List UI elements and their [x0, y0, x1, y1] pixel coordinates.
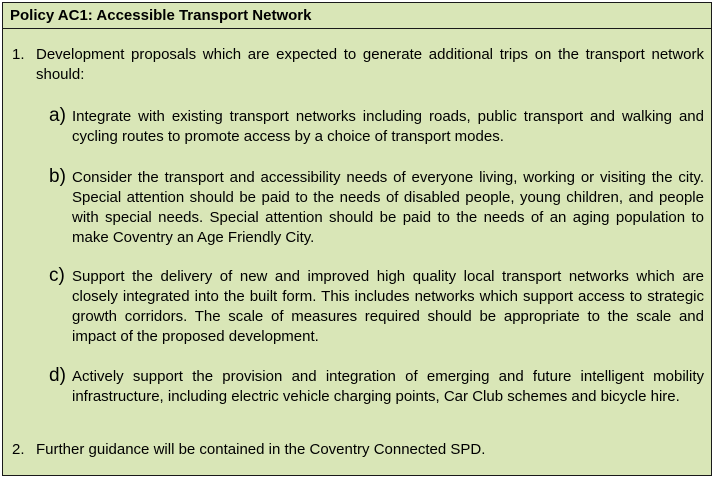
item-text: Further guidance will be contained in the Coventry Connected SPD.: [36, 441, 486, 458]
item-number: 1.: [12, 46, 25, 63]
sub-item-d: [49, 367, 704, 407]
sub-item-letter: d): [49, 365, 66, 386]
sub-item-a: [49, 107, 704, 147]
sub-item-text: Consider the transport and accessibility needs of everyone living, working or visiting the city. Special attention should be paid to the needs of disabled people, young children, and people with special needs. Special attention should be paid to the needs of an aging population to make Coventry an Age Friendly City.: [72, 169, 704, 246]
item-text: Development proposals which are expected to generate additional trips on the transport network should:: [36, 46, 704, 83]
sub-item-text: Actively support the provision and integration of emerging and future intelligent mobility infrastructure, including electric vehicle charging points, Car Club schemes and bicycle hire.: [72, 368, 704, 405]
sub-item-text: Support the delivery of new and improved high quality local transport networks which are closely integrated into the built form. This includes networks which support access to strategic growth corridors. The scale of measures required should be appropriate to the scale and impact of the proposed development.: [72, 268, 704, 345]
sub-item-letter: a): [49, 105, 66, 126]
sub-item-b: [49, 168, 704, 248]
sub-item-letter: b): [49, 166, 66, 187]
policy-box: [2, 2, 712, 476]
sub-item-letter: c): [49, 265, 65, 286]
sub-item-c: [49, 267, 704, 347]
item-number: 2.: [12, 441, 25, 458]
sub-item-text: Integrate with existing transport networks including roads, public transport and walking and cycling routes to promote access by a choice of transport modes.: [72, 108, 704, 145]
policy-title: Policy AC1: Accessible Transport Network: [3, 3, 711, 29]
numbered-item-2: [12, 440, 704, 460]
numbered-item-1: [12, 45, 704, 85]
